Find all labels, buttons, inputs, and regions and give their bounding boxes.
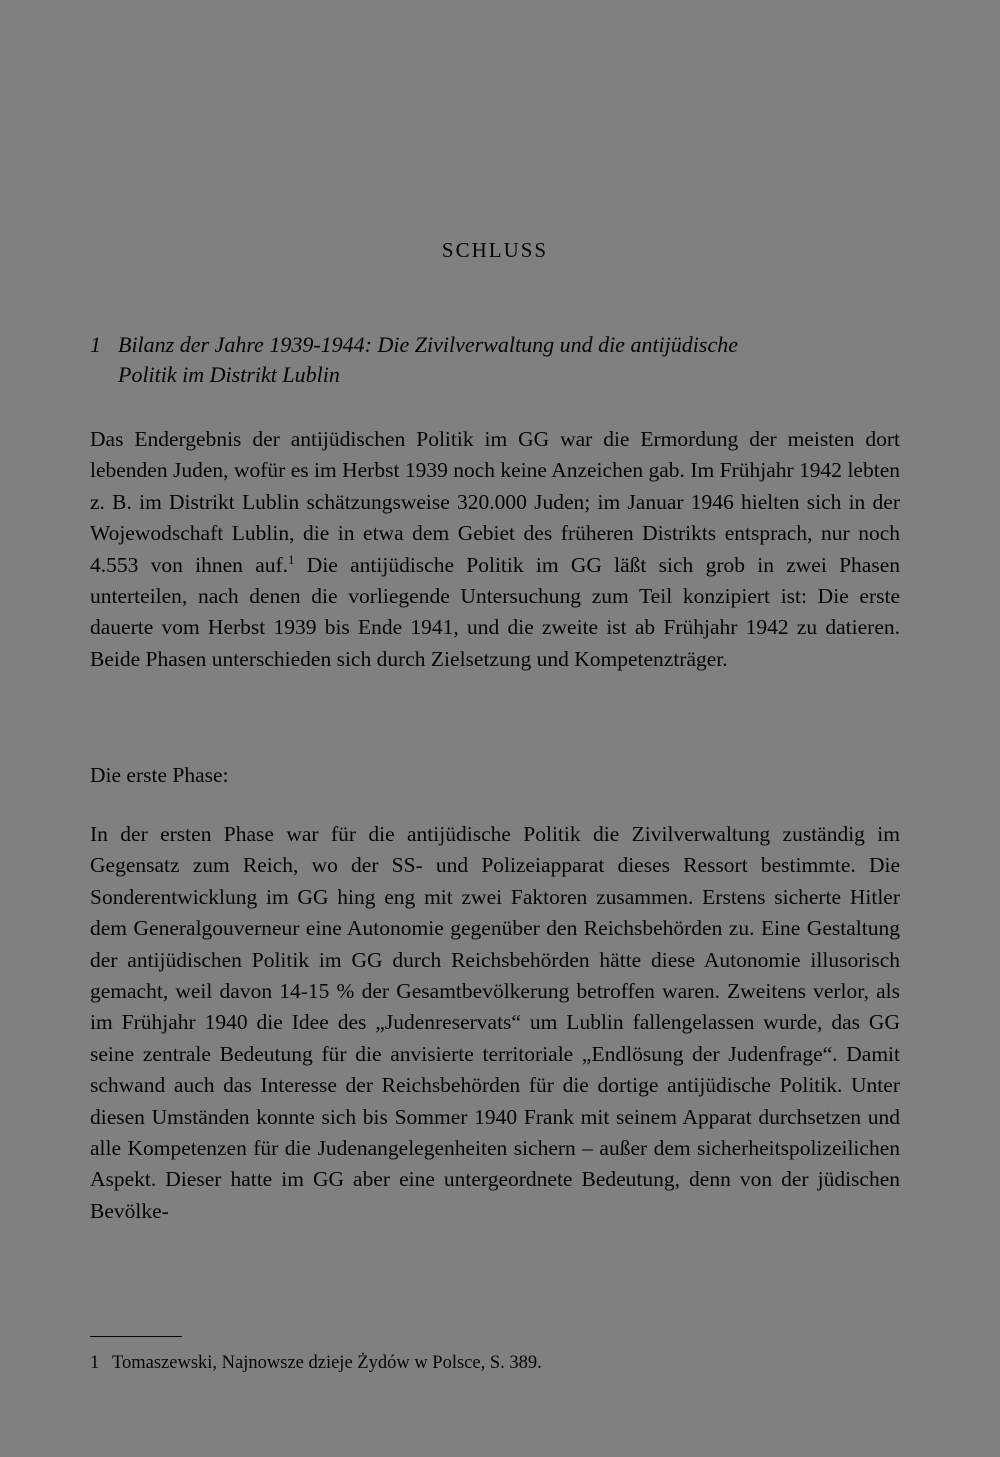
- chapter-title: SCHLUSS: [441, 238, 549, 262]
- footnote-text: Tomaszewski, Najnowsze dzieje Żydów w Polsce, S. 389.: [112, 1353, 542, 1373]
- footnote-divider: [90, 1336, 182, 1337]
- section-title-line2: Politik im Distrikt Lublin: [118, 362, 340, 387]
- paragraph-intro: [90, 424, 900, 675]
- footnote-number: 1: [90, 1353, 100, 1373]
- paragraph-intro-text-continued: Die antijüdische Politik im GG läßt sich grob in zwei Phasen unterteilen, nach denen die vorliegende Untersuchung zum Teil konzipiert ist: Die erste dauerte vom Herbst 1939 bis Ende 1941, und die zweite ist ab Frühjahr 1942 zu datieren. Beide Phasen unterschieden sich durch Zielsetzung und Kompetenzträger.: [90, 552, 900, 671]
- footnote-reference: 1: [288, 551, 295, 567]
- section-number: 1: [90, 332, 101, 357]
- subheading-first-phase: Die erste Phase:: [90, 763, 229, 787]
- section-title-line1: Bilanz der Jahre 1939-1944: Die Zivilverwaltung und die antijüdische: [118, 332, 738, 357]
- footnote: [90, 1350, 900, 1376]
- section-heading: [90, 330, 900, 390]
- paragraph-first-phase: In der ersten Phase war für die antijüdische Politik die Zivilverwaltung zuständig im Gegensatz zum Reich, wo der SS- und Polizeiapparat dieses Ressort bestimmte. Die Sonderentwicklung im GG hing eng mit zwei Faktoren zusammen. Erstens sicherte Hitler dem Generalgouverneur eine Autonomie gegenüber den Reichsbehörden zu. Eine Gestaltung der antijüdischen Politik im GG durch Reichsbehörden hätte diese Autonomie illusorisch gemacht, weil davon 14-15 % der Gesamtbevölkerung betroffen waren. Zweitens verlor, als im Frühjahr 1940 die Idee des „Judenreservats“ um Lublin fallengelassen wurde, das GG seine zentrale Bedeutung für die anvisierte territoriale „Endlösung der Judenfrage“. Damit schwand auch das Interesse der Reichsbehörden für die dortige antijüdische Politik. Unter diesen Umständen konnte sich bis Sommer 1940 Frank mit seinem Apparat durchsetzen und alle Kompetenzen für die Judenangelegenheiten sichern – außer dem sicherheitspolizeilichen Aspekt. Dieser hatte im GG aber eine untergeordnete Bedeutung, denn von der jüdischen Bevölke-: [90, 822, 900, 1223]
- paragraph-intro-text: Das Endergebnis der antijüdischen Politik im GG war die Ermordung der meisten dort lebenden Juden, wofür es im Herbst 1939 noch keine Anzeichen gab. Im Frühjahr 1942 lebten z. B. im Distrikt Lublin schätzungsweise 320.000 Juden; im Januar 1946 hielten sich in der Wojewodschaft Lublin, die in etwa dem Gebiet des früheren Distrikts entsprach, nur noch 4.553 von ihnen auf.: [90, 427, 900, 577]
- book-page: [90, 0, 900, 1457]
